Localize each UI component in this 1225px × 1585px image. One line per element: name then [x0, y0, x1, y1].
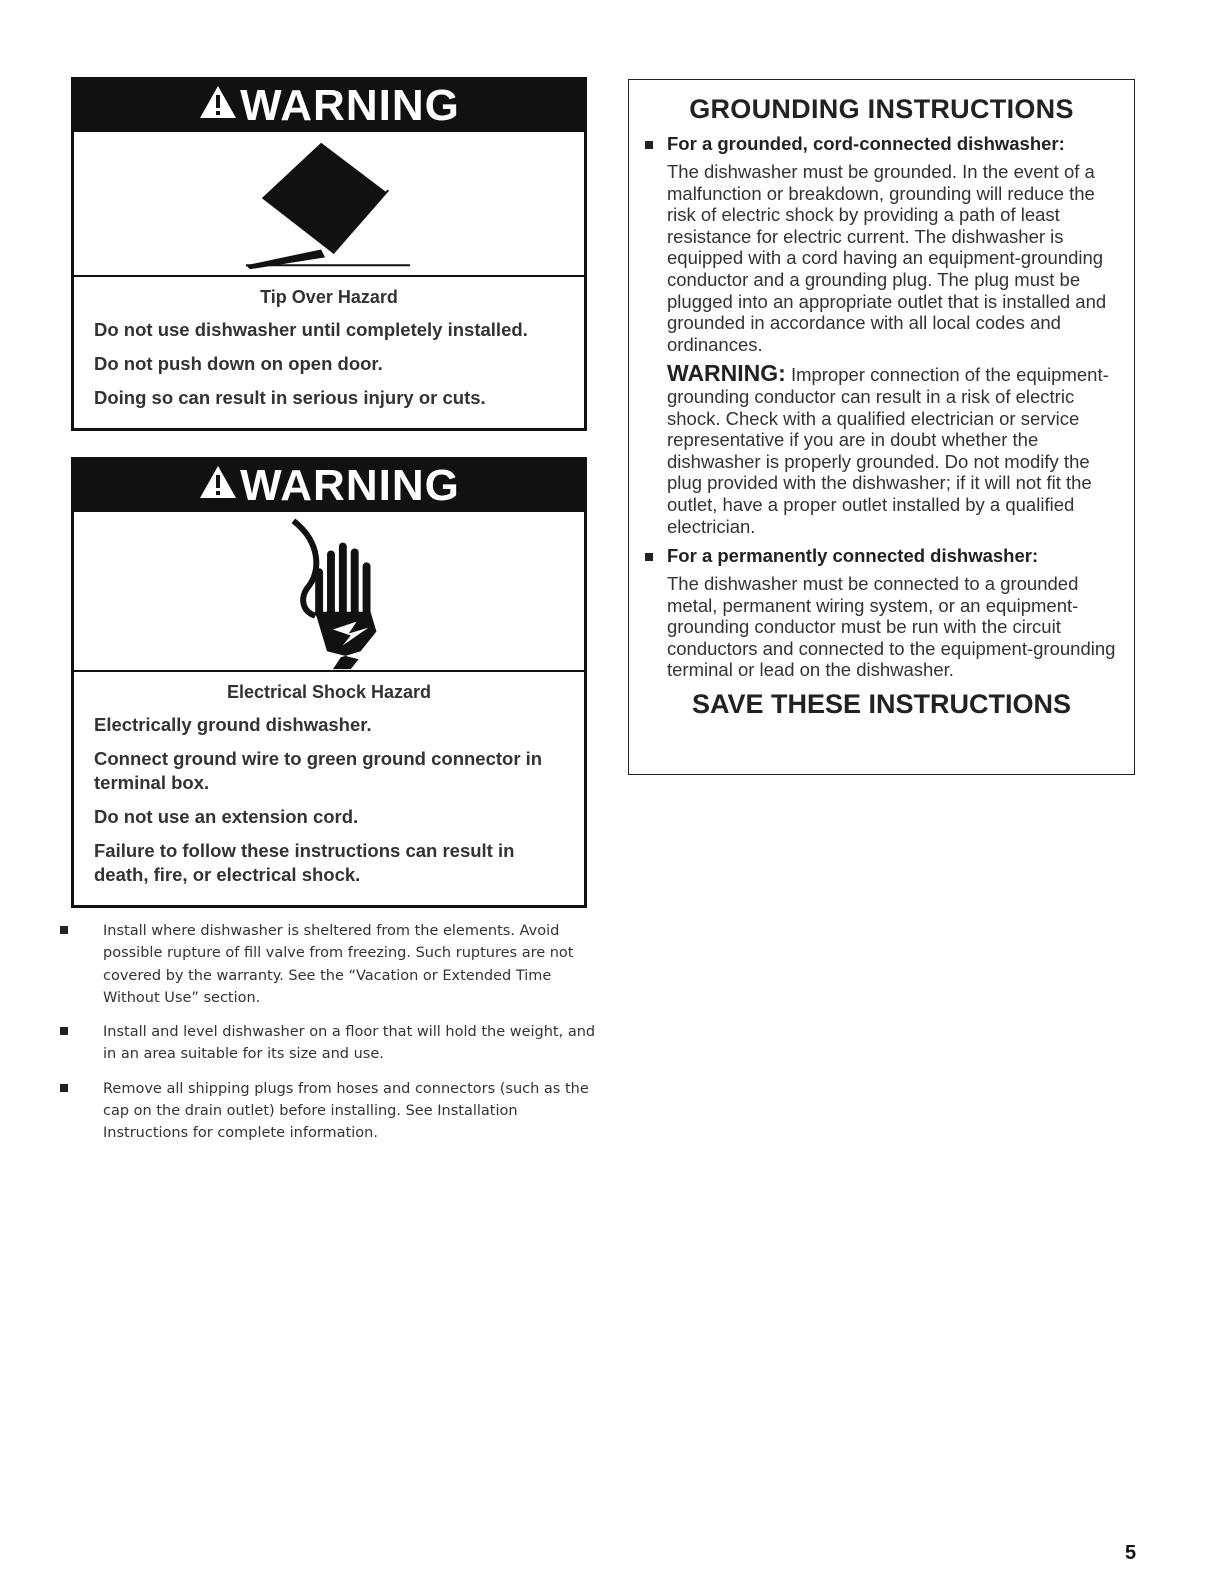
warning-triangle-icon [198, 81, 238, 131]
tip-over-warning-box [71, 77, 587, 431]
warning-line: Failure to follow these instructions can result in death, fire, or electrical shock. [94, 840, 515, 885]
warning-header-text: WARNING [240, 461, 460, 510]
hazard-title: Electrical Shock Hazard [226, 682, 432, 702]
bullet-icon [60, 926, 68, 934]
warning-line: Do not use an extension cord. [94, 806, 359, 827]
warning-line: Doing so can result in serious injury or cuts. [94, 387, 486, 408]
tip-over-icon [74, 132, 584, 277]
section-text: The dishwasher must be connected to a grounded metal, permanent wiring system, or an equipment-grounding conductor must be run with the circuit conductors and connected to the equipment-grounding terminal or lead on the dishwasher. [667, 573, 1116, 681]
installation-notes-list [58, 920, 598, 1157]
grounding-section-corded [643, 133, 1120, 537]
warning-header [74, 460, 584, 512]
warning-text: Improper connection of the equipment-grounding conductor can result in a risk of electric shock. Check with a qualified electrician or service representative if you are in doubt whether the dishwasher is properly grounded. Do not modify the plug provided with the dishwasher; if it will not fit the outlet, have a proper outlet installed by a qualified electrician. [667, 364, 1109, 537]
electrical-shock-icon [74, 512, 584, 672]
save-instructions: SAVE THESE INSTRUCTIONS [691, 689, 1072, 720]
section-text: The dishwasher must be grounded. In the event of a malfunction or breakdown, grounding will reduce the risk of electric shock by providing a path of least resistance for electric current. The dishwasher is equipped with a cord having an equipment-grounding conductor and a grounding plug. The plug must be plugged into an appropriate outlet that is installed and grounded in accordance with all local codes and ordinances. [667, 161, 1107, 355]
warning-line: Do not use dishwasher until completely installed. [94, 319, 528, 340]
bullet-icon [645, 553, 653, 561]
warning-header-text: WARNING [240, 81, 460, 130]
list-item-text: Remove all shipping plugs from hoses and connectors (such as the cap on the drain outlet) before installing. See Installation Instructions for complete information. [103, 1080, 589, 1142]
warning-header [74, 80, 584, 132]
bullet-icon [645, 141, 653, 149]
warning-line: Electrically ground dishwasher. [94, 714, 372, 735]
electrical-shock-warning-box [71, 457, 587, 908]
bullet-icon [60, 1084, 68, 1092]
list-item [58, 1078, 598, 1145]
warning-line: Connect ground wire to green ground connector in terminal box. [94, 748, 543, 793]
warning-paragraph [667, 360, 1120, 537]
list-item-text: Install and level dishwasher on a floor that will hold the weight, and in an area suitable for its size and use. [103, 1024, 596, 1063]
grounding-instructions-box [628, 79, 1135, 775]
warning-line: Do not push down on open door. [94, 353, 383, 374]
list-item-text: Install where dishwasher is sheltered from the elements. Avoid possible rupture of fill valve from freezing. Such ruptures are not covered by the warranty. See the “Vacation or Extended Time Without Use” section. [103, 923, 574, 1006]
section-heading: For a permanently connected dishwasher: [667, 545, 1039, 567]
list-item [58, 920, 598, 1009]
warning-triangle-icon [198, 461, 238, 511]
grounding-section-permanent [643, 545, 1120, 681]
section-heading: For a grounded, cord-connected dishwasher: [667, 133, 1065, 154]
grounding-title: GROUNDING INSTRUCTIONS [689, 94, 1074, 124]
page-number: 5 [1125, 1542, 1137, 1564]
list-item [58, 1021, 598, 1066]
hazard-title: Tip Over Hazard [260, 287, 398, 307]
bullet-icon [60, 1027, 68, 1035]
warning-label: WARNING: [667, 360, 786, 387]
